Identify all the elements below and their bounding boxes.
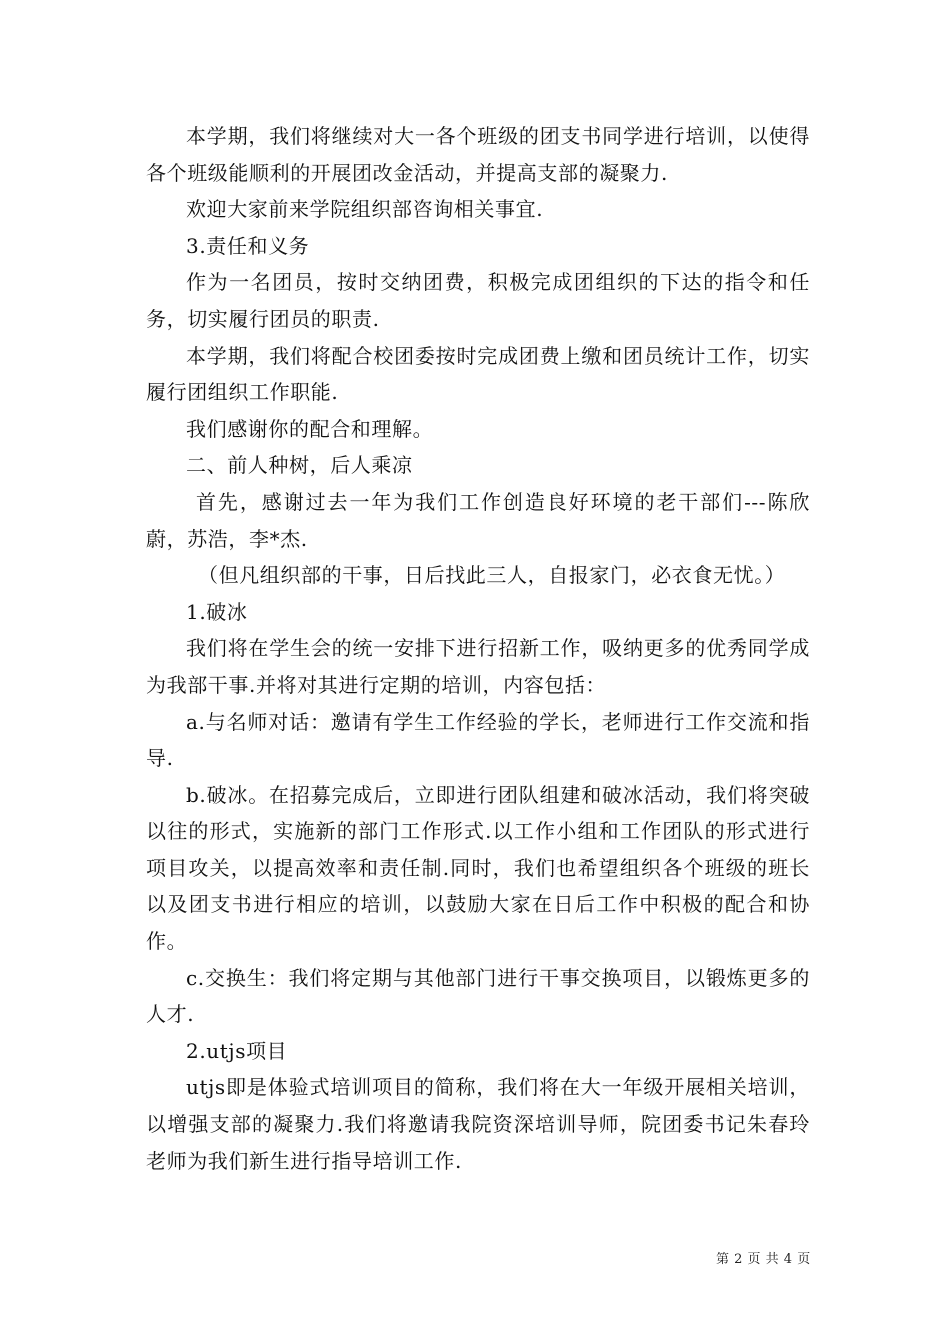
paragraph-thanks: 我们感谢你的配合和理解。 — [186, 416, 434, 441]
section-heading-utjs: 2.utjs项目 — [186, 1038, 288, 1063]
section-heading-predecessors: 二、前人种树，后人乘凉 — [186, 453, 413, 478]
paragraph-fee-work: 本学期，我们将配合校团委按时完成团费上缴和团员统计工作，切实履行团组织工作职能. — [146, 343, 810, 405]
list-item-b: b.破冰。在招募完成后，立即进行团队组建和破冰活动，我们将突破以往的形式，实施新的部门工作形式.以工作小组和工作团队的形式进行项目攻关，以提高效率和责任制.同时，我们也希望组织各个班级的班长以及团支书进行相应的培训，以鼓励大家在日后工作中积极的配合和协作。 — [146, 782, 810, 954]
paragraph-utjs: utjs即是体验式培训项目的简称，我们将在大一年级开展相关培训，以增强支部的凝聚力.我们将邀请我院资深培训导师，院团委书记朱春玲老师为我们新生进行指导培训工作. — [146, 1075, 810, 1173]
paragraph-member-duty: 作为一名团员，按时交纳团费，积极完成团组织的下达的指令和任务，切实履行团员的职责. — [146, 270, 810, 331]
section-heading-icebreak: 1.破冰 — [186, 599, 248, 624]
paragraph-welcome: 欢迎大家前来学院组织部咨询相关事宜. — [186, 197, 544, 222]
paragraph-training-plan: 本学期，我们将继续对大一各个班级的团支书同学进行培训，以使得各个班级能顺利的开展团改金活动，并提高支部的凝聚力. — [146, 124, 810, 185]
list-item-c: c.交换生：我们将定期与其他部门进行干事交换项目，以锻炼更多的人才. — [146, 965, 810, 1027]
paragraph-thank-seniors: 首先，感谢过去一年为我们工作创造良好环境的老干部们---陈欣蔚，苏浩，李*杰. — [146, 489, 810, 551]
paragraph-recruitment: 我们将在学生会的统一安排下进行招新工作，吸纳更多的优秀同学成为我部干事.并将对其进行定期的培训，内容包括： — [146, 636, 810, 697]
document-body — [146, 118, 810, 1179]
section-heading-responsibility: 3.责任和义务 — [186, 233, 310, 258]
page-number-footer: 第 2 页 共 4 页 — [716, 1252, 811, 1267]
list-item-a: a.与名师对话：邀请有学生工作经验的学长，老师进行工作交流和指导. — [146, 709, 810, 771]
paragraph-parenthetical: （但凡组织部的干事，日后找此三人，自报家门，必衣食无忧。） — [198, 563, 786, 588]
